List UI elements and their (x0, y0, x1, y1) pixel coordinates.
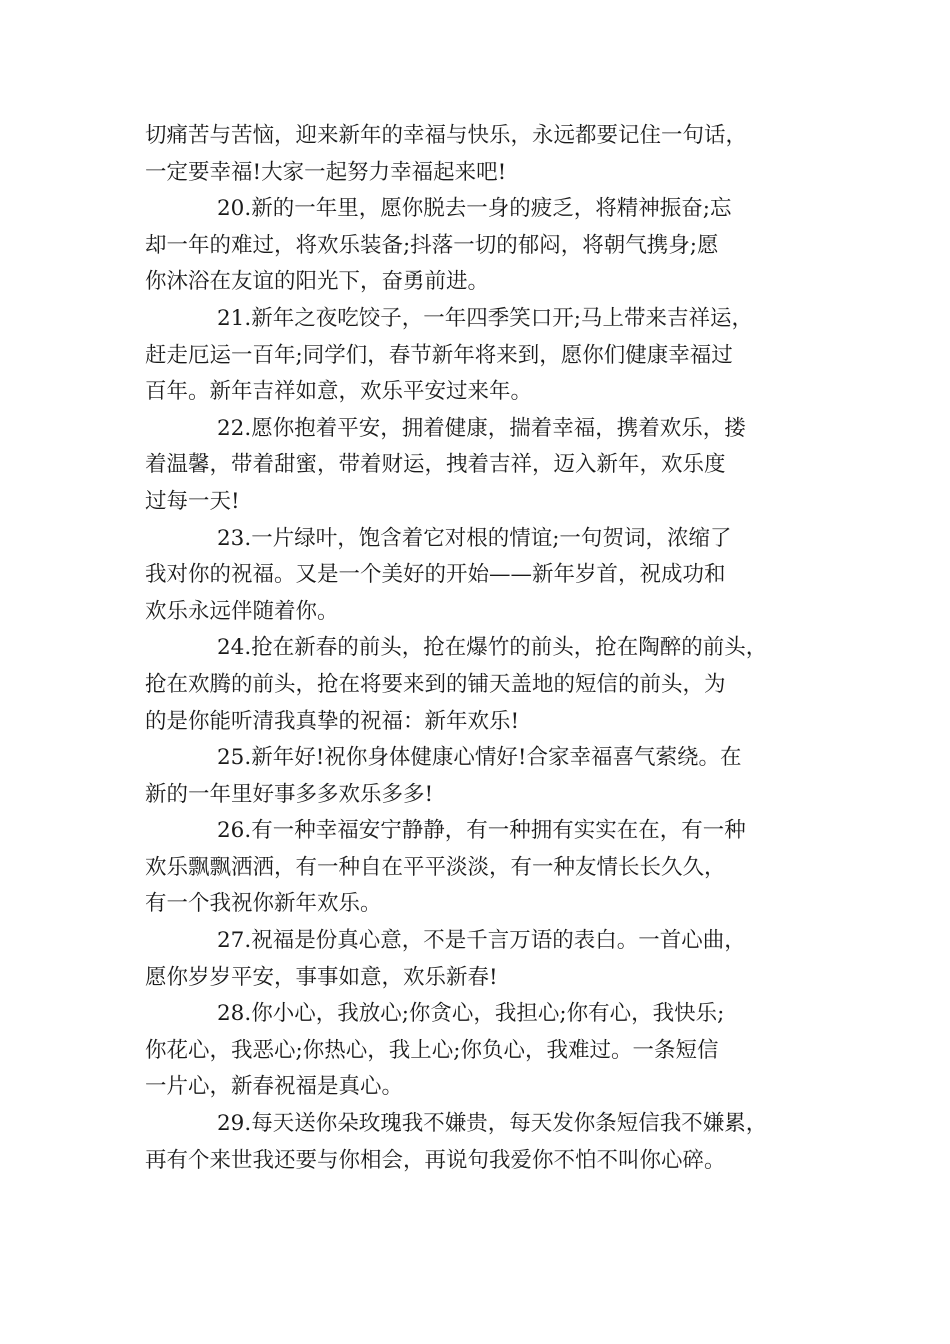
text-line: 我对你的祝福。又是一个美好的开始——新年岁首，祝成功和 (145, 562, 726, 588)
text-line: 愿你岁岁平安，事事如意，欢乐新春! (145, 964, 498, 990)
text-line: 却一年的难过，将欢乐装备;抖落一切的郁闷，将朝气携身;愿 (145, 232, 719, 258)
text-line: 新的一年里好事多多欢乐多多! (145, 781, 434, 807)
text-line: 28.你小心，我放心;你贪心，我担心;你有心，我快乐; (217, 1001, 725, 1027)
text-line: 29.每天送你朵玫瑰我不嫌贵，每天发你条短信我不嫌累， (217, 1111, 768, 1137)
text-line: 的是你能听清我真挚的祝福：新年欢乐! (145, 708, 520, 734)
text-line: 切痛苦与苦恼，迎来新年的幸福与快乐，永远都要记住一句话， (145, 123, 748, 148)
text-line: 一定要幸福!大家一起努力幸福起来吧! (145, 159, 507, 185)
text-line: 21.新年之夜吃饺子，一年四季笑口开;马上带来吉祥运， (217, 305, 753, 331)
text-line: 欢乐飘飘洒洒，有一种自在平平淡淡，有一种友情长长久久， (145, 854, 726, 880)
text-line: 抢在欢腾的前头，抢在将要来到的铺天盖地的短信的前头，为 (145, 671, 726, 697)
text-line: 赶走厄运一百年;同学们，春节新年将来到，愿你们健康幸福过 (145, 342, 733, 368)
text-line: 20.新的一年里，愿你脱去一身的疲乏，将精神振奋;忘 (217, 196, 732, 222)
text-line: 25.新年好!祝你身体健康心情好!合家幸福喜气萦绕。在 (217, 745, 742, 771)
text-line: 26.有一种幸福安宁静静，有一种拥有实实在在，有一种 (217, 818, 746, 844)
text-line: 一片心，新春祝福是真心。 (145, 1074, 404, 1100)
text-line: 再有个来世我还要与你相会，再说句我爱你不怕不叫你心碎。 (145, 1147, 726, 1173)
text-line: 你花心，我恶心;你热心，我上心;你负心，我难过。一条短信 (145, 1037, 719, 1063)
text-line: 27.祝福是份真心意，不是千言万语的表白。一首心曲， (217, 928, 746, 954)
text-line: 有一个我祝你新年欢乐。 (145, 891, 382, 917)
text-line: 过每一天! (145, 488, 240, 514)
text-line: 22.愿你抱着平安，拥着健康，揣着幸福，携着欢乐，搂 (217, 415, 746, 441)
text-line: 24.抢在新春的前头，抢在爆竹的前头，抢在陶醉的前头， (217, 635, 768, 661)
text-line: 23.一片绿叶，饱含着它对根的情谊;一句贺词，浓缩了 (217, 525, 732, 551)
text-line: 你沐浴在友谊的阳光下，奋勇前进。 (145, 269, 490, 295)
text-line: 着温馨，带着甜蜜，带着财运，拽着吉祥，迈入新年，欢乐度 (145, 452, 726, 478)
text-line: 欢乐永远伴随着你。 (145, 598, 339, 624)
document-body (145, 118, 825, 1179)
text-line: 百年。新年吉祥如意，欢乐平安过来年。 (145, 379, 533, 405)
